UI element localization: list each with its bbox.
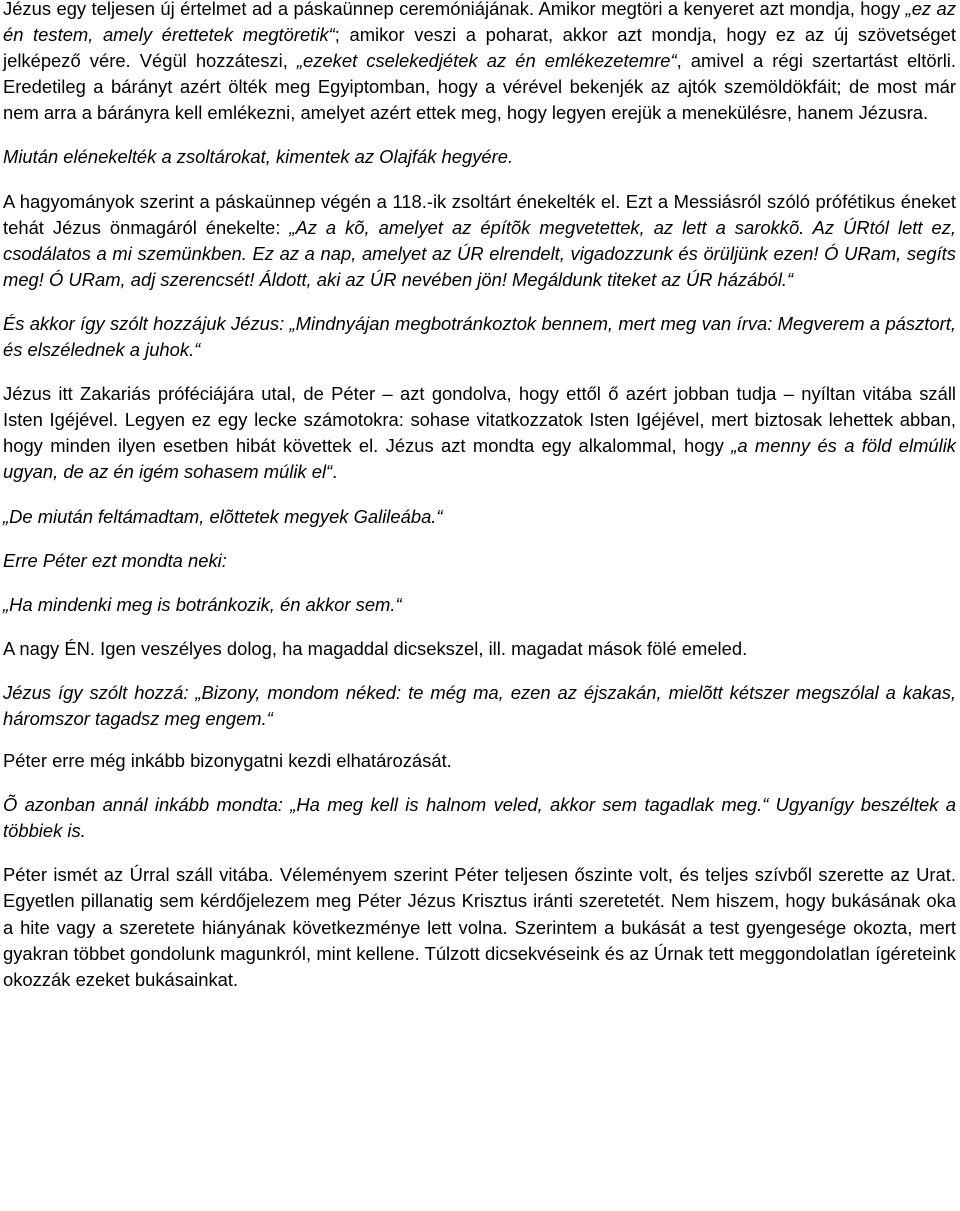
quote: „Az a kõ, amelyet az építõk megvetettek, az lett a sarokkõ. Az ÚRtól lett ez, csodálatos a mi szemünkben. Ez az a nap, amelyet az ÚR elrendelt, vigadozzunk és örüljünk ezen! Ó URam, segíts meg! Ó URam, adj szerencsét! Áldott, aki az ÚR nevében jön! Megáldunk titeket az ÚR házából.“ [3, 216, 956, 290]
paragraph-last-supper [3, 0, 956, 126]
paragraph-jesus-quote [3, 311, 956, 363]
quote: „De miután feltámadtam, elõttetek megyek Galileába.“ [3, 505, 443, 527]
paragraph-zechariah [3, 381, 956, 485]
paragraph-big-i [3, 636, 956, 662]
quote: „Ha mindenki meg is botránkozik, én akkor sem.“ [3, 593, 402, 615]
paragraph-conclusion [3, 862, 956, 992]
paragraph-peter-quote [3, 592, 956, 618]
text: A nagy ÉN. Igen veszélyes dolog, ha magaddal dicsekszel, ill. magadat mások fölé emeled. [3, 637, 748, 659]
text: . [332, 461, 338, 483]
text: A hagyományok szerint a páskaünnep végén a 118.-ik zsoltárt énekelték el. Ezt a Messiásról szóló prófétikus éneket tehát Jézus önmagáról énekelte: [3, 190, 956, 238]
text: , amivel a régi szertartást eltörli. Eredetileg a bárányt azért ölték meg Egyiptomban, hogy a vérével bekenjék az ajtók szemöldökfáit; de most már nem arra a bárányra kell emlékezni, amelyet azért ettek meg, hogy legyen erejük a menekülésre, hanem Jézusra. [3, 50, 956, 124]
paragraph-olive-mountain [3, 144, 956, 170]
text: Péter ismét az Úrral száll vitába. Véleményem szerint Péter teljesen őszinte volt, és teljes szívből szerette az Urat. Egyetlen pillanatig sem kérdőjelezem meg Péter Jézus Krisztus iránti szeretetét. Nem hiszem, hogy bukásának oka a hite vagy a szeretete hiányának következménye lett volna. Szerintem a bukását a test gyengesége okozta, mert gyakran többet gondolunk magunkról, mint kellene. Túlzott dicsekvéseink és az Úrnak tett meggondolatlan ígéreteink okozzák ezeket bukásainkat. [3, 864, 956, 990]
text: ; amikor veszi a poharat, akkor azt mondja, hogy ez az új szövetséget jelképező vére. Végül hozzáteszi, [3, 24, 956, 72]
quote: Erre Péter ezt mondta neki: [3, 549, 227, 571]
text: Jézus egy teljesen új értelmet ad a páskaünnep ceremóniájának. Amikor megtöri a kenyeret azt mondja, hogy [3, 0, 906, 19]
paragraph-psalm-118 [3, 189, 956, 293]
paragraph-galilee [3, 504, 956, 530]
quote: Õ azonban annál inkább mondta: „Ha meg kell is halnom veled, akkor sem tagadlak meg.“ Ugyanígy beszéltek a többiek is. [3, 794, 956, 842]
paragraph-rooster [3, 680, 956, 732]
quote: És akkor így szólt hozzájuk Jézus: „Mindnyájan megbotránkoztok bennem, mert meg van írva: Megverem a pásztort, és elszélednek a juhok.“ [3, 312, 956, 361]
paragraph-peter-insists [3, 748, 956, 774]
text: Jézus itt Zakariás próféciájára utal, de Péter – azt gondolva, hogy ettől ő azért jobban tudja – nyíltan vitába száll Isten Igéjével. Legyen ez egy lecke számotokra: sohase vitatkozzatok Isten Igéjével, mert biztosak lehettek abban, hogy minden ilyen esetben hibát követtek el. Jézus azt mondta egy alkalommal, hogy [3, 383, 956, 457]
paragraph-peter-reply [3, 792, 956, 844]
quote: „ez az én testem, amely érettetek megtöretik“ [3, 0, 956, 46]
quote: Jézus így szólt hozzá: „Bizony, mondom néked: te még ma, ezen az éjszakán, mielõtt kétszer megszólal a kakas, háromszor tagadsz meg engem.“ [3, 681, 956, 729]
paragraph-peter-said [3, 548, 956, 574]
text: Péter erre még inkább bizonygatni kezdi elhatározását. [3, 750, 452, 772]
quote: „ezeket cselekedjétek az én emlékezetemre“ [296, 50, 677, 72]
quote: Miután elénekelték a zsoltárokat, kimentek az Olajfák hegyére. [3, 146, 514, 168]
quote: „a menny és a föld elmúlik ugyan, de az én igém sohasem múlik el“ [3, 435, 956, 483]
